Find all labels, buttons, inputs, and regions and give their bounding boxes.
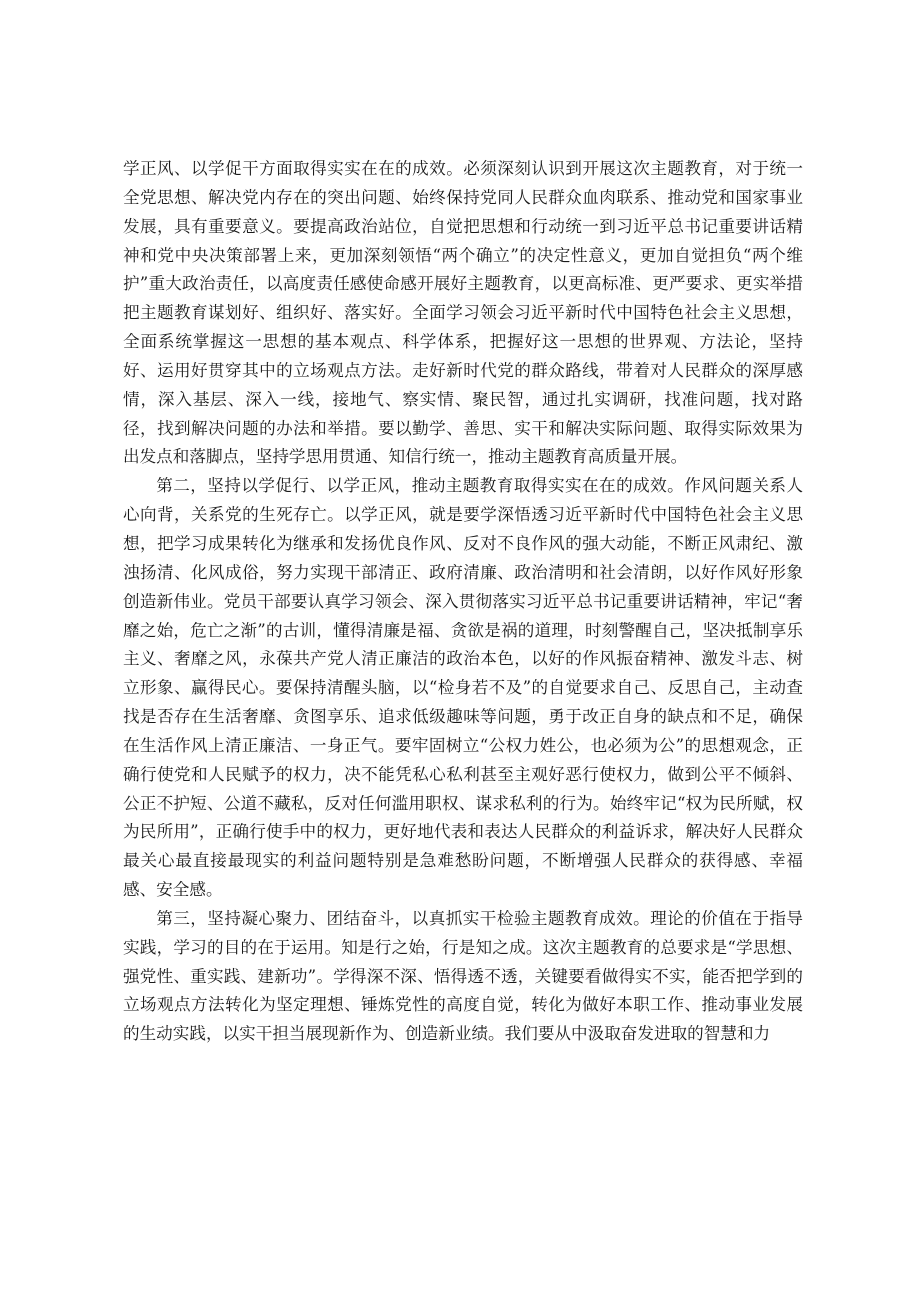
paragraph-second-point: 第二，坚持以学促行、以学正风，推动主题教育取得实实在在的成效。作风问题关系人心向背，关系党的生死存亡。以学正风，就是要学深悟透习近平新时代中国特色社会主义思想，把学习成果转化为继承和发扬优良作风、反对不良作风的强大动能，不断正风肃纪、激浊扬清、化风成俗，努力实现干部清正、政府清廉、政治清明和社会清朗，以好作风好形象创造新伟业。党员干部要认真学习领会、深入贯彻落实习近平总书记重要讲话精神，牢记“奢靡之始，危亡之渐”的古训，懂得清廉是福、贪欲是祸的道理，时刻警醒自己，坚决抵制享乐主义、奢靡之风，永葆共产党人清正廉洁的政治本色，以好的作风振奋精神、激发斗志、树立形象、赢得民心。要保持清醒头脑，以“检身若不及”的自觉要求自己、反思自己，主动查找是否存在生活奢靡、贪图享乐、追求低级趣味等问题，勇于改正自身的缺点和不足，确保在生活作风上清正廉洁、一身正气。要牢固树立“公权力姓公，也必须为公”的思想观念，正确行使党和人民赋予的权力，决不能凭私心私利甚至主观好恶行使权力，做到公平不倾斜、公正不护短、公道不藏私，反对任何滥用职权、谋求私利的行为。始终牢记“权为民所赋，权为民所用”，正确行使手中的权力，更好地代表和表达人民群众的利益诉求，解决好人民群众最关心最直接最现实的利益问题特别是急难愁盼问题，不断增强人民群众的获得感、幸福感、安全感。	[123, 476, 803, 900]
paragraph-continued: 学正风、以学促干方面取得实实在在的成效。必须深刻认识到开展这次主题教育，对于统一全党思想、解决党内存在的突出问题、始终保持党同人民群众血肉联系、推动党和国家事业发展，具有重要意义。要提高政治站位，自觉把思想和行动统一到习近平总书记重要讲话精神和党中央决策部署上来，更加深刻领悟“两个确立”的决定性意义，更加自觉担负“两个维护”重大政治责任，以高度责任感使命感开展好主题教育，以更高标准、更严要求、更实举措把主题教育谋划好、组织好、落实好。全面学习领会习近平新时代中国特色社会主义思想，全面系统掌握这一思想的基本观点、科学体系，把握好这一思想的世界观、方法论，坚持好、运用好贯穿其中的立场观点方法。走好新时代党的群众路线，带着对人民群众的深厚感情，深入基层、深入一线，接地气、察实情、聚民智，通过扎实调研，找准问题，找对路径，找到解决问题的办法和举措。要以勤学、善思、实干和解决实际问题、取得实际效果为出发点和落脚点，坚持学思用贯通、知信行统一，推动主题教育高质量开展。	[123, 159, 803, 467]
paragraph-third-point: 第三，坚持凝心聚力、团结奋斗，以真抓实干检验主题教育成效。理论的价值在于指导实践，学习的目的在于运用。知是行之始，行是知之成。这次主题教育的总要求是“学思想、强党性、重实践、建新功”。学得深不深、悟得透不透，关键要看做得实不实，能否把学到的立场观点方法转化为坚定理想、锤炼党性的高度自觉，转化为做好本职工作、推动事业发展的生动实践，以实干担当展现新作为、创造新业绩。我们要从中汲取奋发进取的智慧和力	[123, 908, 803, 1044]
document-body	[123, 155, 803, 1049]
